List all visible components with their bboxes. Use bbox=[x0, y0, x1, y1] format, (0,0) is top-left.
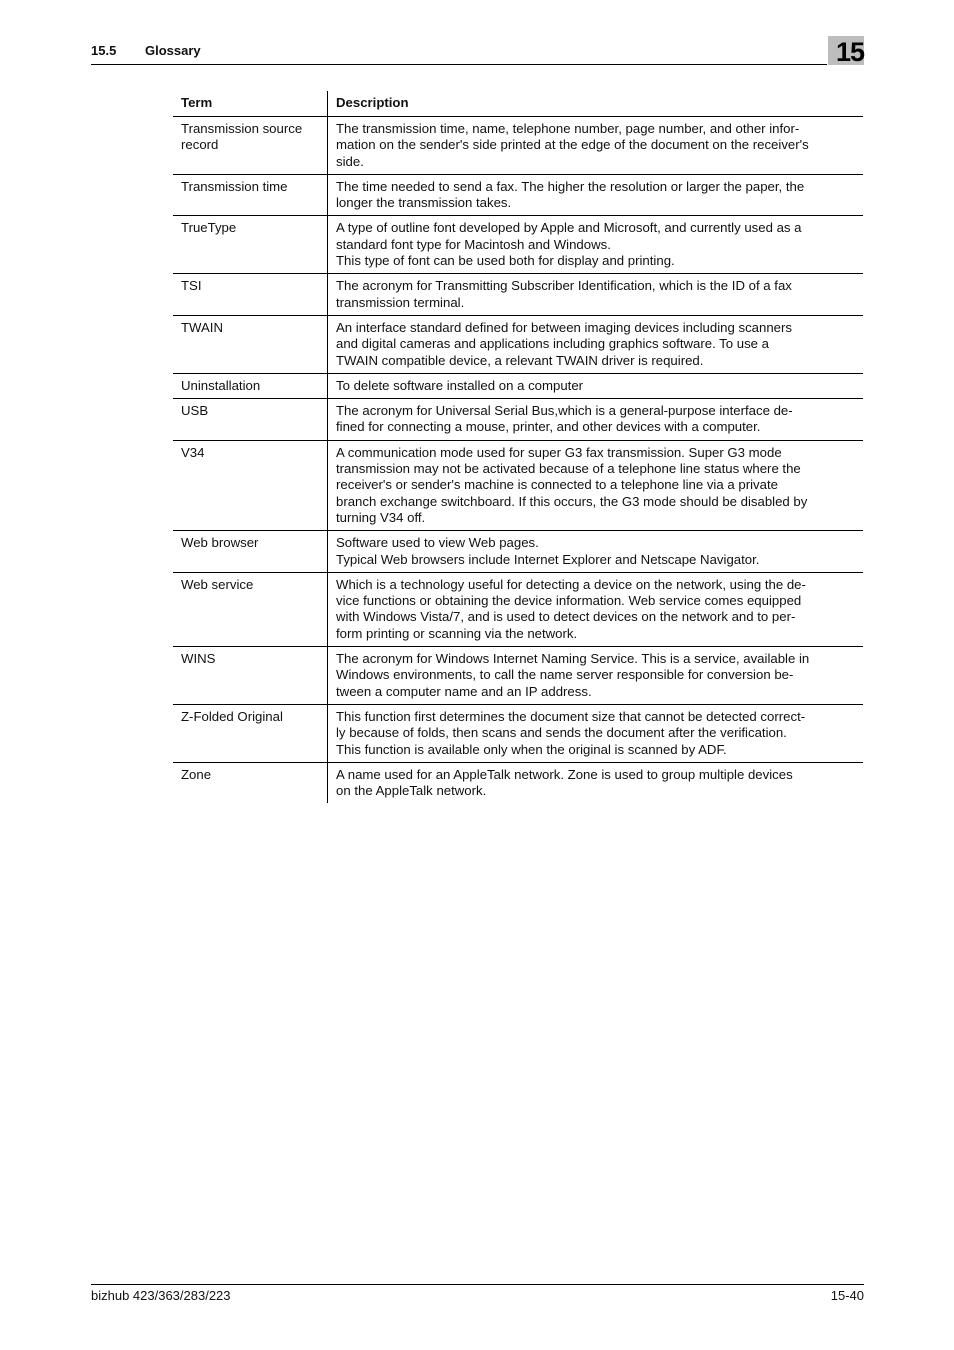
table-row bbox=[173, 315, 863, 373]
description-line: on the AppleTalk network. bbox=[336, 783, 487, 799]
table-row bbox=[173, 373, 863, 398]
description-line: The acronym for Windows Internet Naming Service. This is a service, available in bbox=[336, 651, 810, 667]
glossary-term: Zone bbox=[173, 762, 328, 803]
description-line: form printing or scanning via the network. bbox=[336, 625, 578, 641]
description-line: The acronym for Transmitting Subscriber Identification, which is the ID of a fax bbox=[336, 278, 792, 294]
glossary-term: V34 bbox=[173, 440, 328, 530]
description-line: with Windows Vista/7, and is used to detect devices on the network and to per- bbox=[336, 609, 796, 625]
column-header-description: Description bbox=[328, 91, 864, 117]
footer-divider bbox=[91, 1284, 864, 1285]
description-line: vice functions or obtaining the device information. Web service comes equipped bbox=[336, 593, 802, 609]
table-row bbox=[173, 216, 863, 274]
table-row bbox=[173, 399, 863, 441]
description-line: The acronym for Universal Serial Bus,which is a general-purpose interface de- bbox=[336, 403, 793, 419]
chapter-number: 15 bbox=[835, 37, 864, 67]
description-line: mation on the sender's side printed at the edge of the document on the receiver's bbox=[336, 137, 809, 153]
glossary-term: TrueType bbox=[173, 216, 328, 274]
glossary-description bbox=[328, 315, 864, 373]
description-line: transmission may not be activated because of a telephone line status where the bbox=[336, 461, 801, 477]
column-header-term: Term bbox=[173, 91, 328, 117]
glossary-description bbox=[328, 399, 864, 441]
table-row bbox=[173, 117, 863, 175]
glossary-term: Web service bbox=[173, 572, 328, 646]
description-line: ly because of folds, then scans and sends the document after the verification. bbox=[336, 725, 787, 741]
description-line: The transmission time, name, telephone number, page number, and other infor- bbox=[336, 121, 800, 136]
glossary-description bbox=[328, 373, 864, 398]
table-row bbox=[173, 704, 863, 762]
table-row bbox=[173, 647, 863, 705]
glossary-term: Transmission time bbox=[173, 174, 328, 216]
table-header-row bbox=[173, 91, 863, 117]
glossary-description bbox=[328, 216, 864, 274]
description-line: This function first determines the document size that cannot be detected correct- bbox=[336, 708, 806, 724]
page-number: 15-40 bbox=[830, 1288, 864, 1303]
description-line: This function is available only when the original is scanned by ADF. bbox=[336, 741, 727, 757]
table-row bbox=[173, 174, 863, 216]
glossary-description bbox=[328, 174, 864, 216]
description-line: The time needed to send a fax. The higher the resolution or larger the paper, the bbox=[336, 178, 805, 194]
table-row bbox=[173, 440, 863, 530]
description-line: Windows environments, to call the name server responsible for conversion be- bbox=[336, 667, 794, 683]
description-line: Which is a technology useful for detecting a device on the network, using the de- bbox=[336, 576, 806, 592]
section-number: 15.5 bbox=[91, 43, 117, 58]
description-line: A communication mode used for super G3 fax transmission. Super G3 mode bbox=[336, 444, 782, 460]
glossary-description bbox=[328, 274, 864, 316]
page-footer bbox=[91, 1284, 864, 1314]
glossary-description bbox=[328, 117, 864, 175]
description-line: To delete software installed on a computer bbox=[336, 377, 584, 393]
table-row bbox=[173, 274, 863, 316]
description-line: transmission terminal. bbox=[336, 294, 465, 310]
description-line: and digital cameras and applications including graphics software. To use a bbox=[336, 336, 770, 352]
description-line: Typical Web browsers include Internet Explorer and Netscape Navigator. bbox=[336, 551, 760, 567]
glossary-term: Transmission source record bbox=[173, 117, 328, 175]
product-name: bizhub 423/363/283/223 bbox=[91, 1288, 231, 1303]
glossary-description bbox=[328, 647, 864, 705]
glossary-term: TWAIN bbox=[173, 315, 328, 373]
description-line: Software used to view Web pages. bbox=[336, 535, 539, 551]
glossary-term: TSI bbox=[173, 274, 328, 316]
page-header bbox=[91, 37, 864, 67]
description-line: standard font type for Macintosh and Windows. bbox=[336, 236, 611, 252]
glossary-term: Uninstallation bbox=[173, 373, 328, 398]
table-row bbox=[173, 762, 863, 803]
description-line: tween a computer name and an IP address. bbox=[336, 683, 592, 699]
glossary-term: WINS bbox=[173, 647, 328, 705]
description-line: A type of outline font developed by Apple and Microsoft, and currently used as a bbox=[336, 220, 802, 236]
description-line: longer the transmission takes. bbox=[336, 195, 512, 211]
glossary-term: Z-Folded Original bbox=[173, 704, 328, 762]
description-line: TWAIN compatible device, a relevant TWAIN driver is required. bbox=[336, 352, 704, 368]
header-divider bbox=[91, 64, 827, 65]
glossary-description bbox=[328, 572, 864, 646]
glossary-body bbox=[173, 117, 863, 804]
description-line: branch exchange switchboard. If this occurs, the G3 mode should be disabled by bbox=[336, 493, 808, 509]
glossary-description bbox=[328, 531, 864, 573]
description-line: An interface standard defined for between imaging devices including scanners bbox=[336, 319, 792, 335]
description-line: turning V34 off. bbox=[336, 509, 426, 525]
description-line: A name used for an AppleTalk network. Zone is used to group multiple devices bbox=[336, 766, 793, 782]
description-line: side. bbox=[336, 153, 364, 169]
glossary-description bbox=[328, 440, 864, 530]
section-title: Glossary bbox=[145, 43, 201, 58]
description-line: This type of font can be used both for display and printing. bbox=[336, 253, 675, 269]
glossary-description bbox=[328, 704, 864, 762]
description-line: receiver's or sender's machine is connected to a telephone line via a private bbox=[336, 477, 778, 493]
description-line: fined for connecting a mouse, printer, and other devices with a computer. bbox=[336, 419, 761, 435]
glossary-table bbox=[173, 91, 863, 803]
glossary-term: Web browser bbox=[173, 531, 328, 573]
table-row bbox=[173, 531, 863, 573]
glossary-description bbox=[328, 762, 864, 803]
glossary-term: USB bbox=[173, 399, 328, 441]
table-row bbox=[173, 572, 863, 646]
